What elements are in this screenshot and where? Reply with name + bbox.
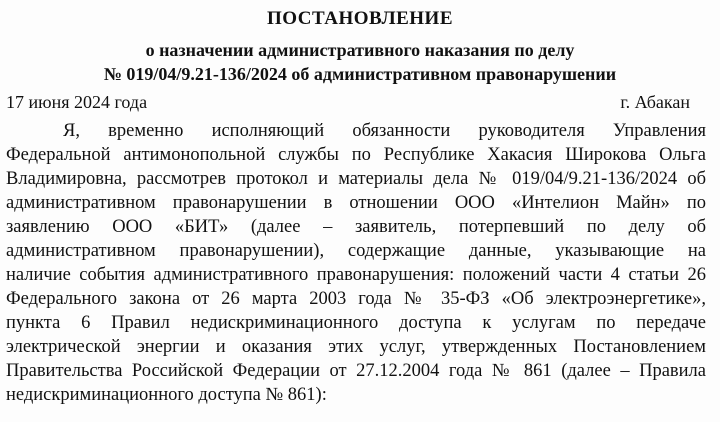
body-line: наличие события административного правонарушения: положений части 4 статьи 26	[6, 265, 706, 285]
document-date: 17 июня 2024 года	[6, 92, 148, 112]
body-line: административном правонарушении в отношении ООО «Интелион Майн» по	[6, 193, 706, 213]
body-line: Владимировна, рассмотрев протокол и материалы дела № 019/04/9.21-136/2024 об	[6, 169, 706, 189]
body-line: Федерального закона от 26 марта 2003 года № 35-ФЗ «Об электроэнергетике»,	[6, 289, 706, 309]
body-line: Правительства Российской Федерации от 27.12.2004 года № 861 (далее – Правила	[6, 361, 706, 381]
document-subtitle-line-2: № 019/04/9.21-136/2024 об административном правонарушении	[103, 64, 617, 84]
document-subtitle-line-1: о назначении административного наказания по делу	[145, 40, 575, 60]
document-place: г. Абакан	[620, 92, 690, 112]
body-line: административном правонарушении), содержащие данные, указывающие на	[6, 241, 706, 261]
body-line: Я, временно исполняющий обязанности руководителя Управления	[63, 121, 706, 141]
body-line: недискриминационного доступа № 861):	[6, 385, 327, 405]
body-line: Федеральной антимонопольной службы по Республике Хакасия Широкова Ольга	[6, 145, 706, 165]
body-line: электрической энергии и оказания этих услуг, утвержденных Постановлением	[6, 337, 706, 357]
body-line: заявлению ООО «БИТ» (далее – заявитель, потерпевший по делу об	[6, 217, 706, 237]
document-title: ПОСТАНОВЛЕНИЕ	[266, 8, 454, 29]
body-line: пункта 6 Правил недискриминационного доступа к услугам по передаче	[6, 313, 706, 333]
